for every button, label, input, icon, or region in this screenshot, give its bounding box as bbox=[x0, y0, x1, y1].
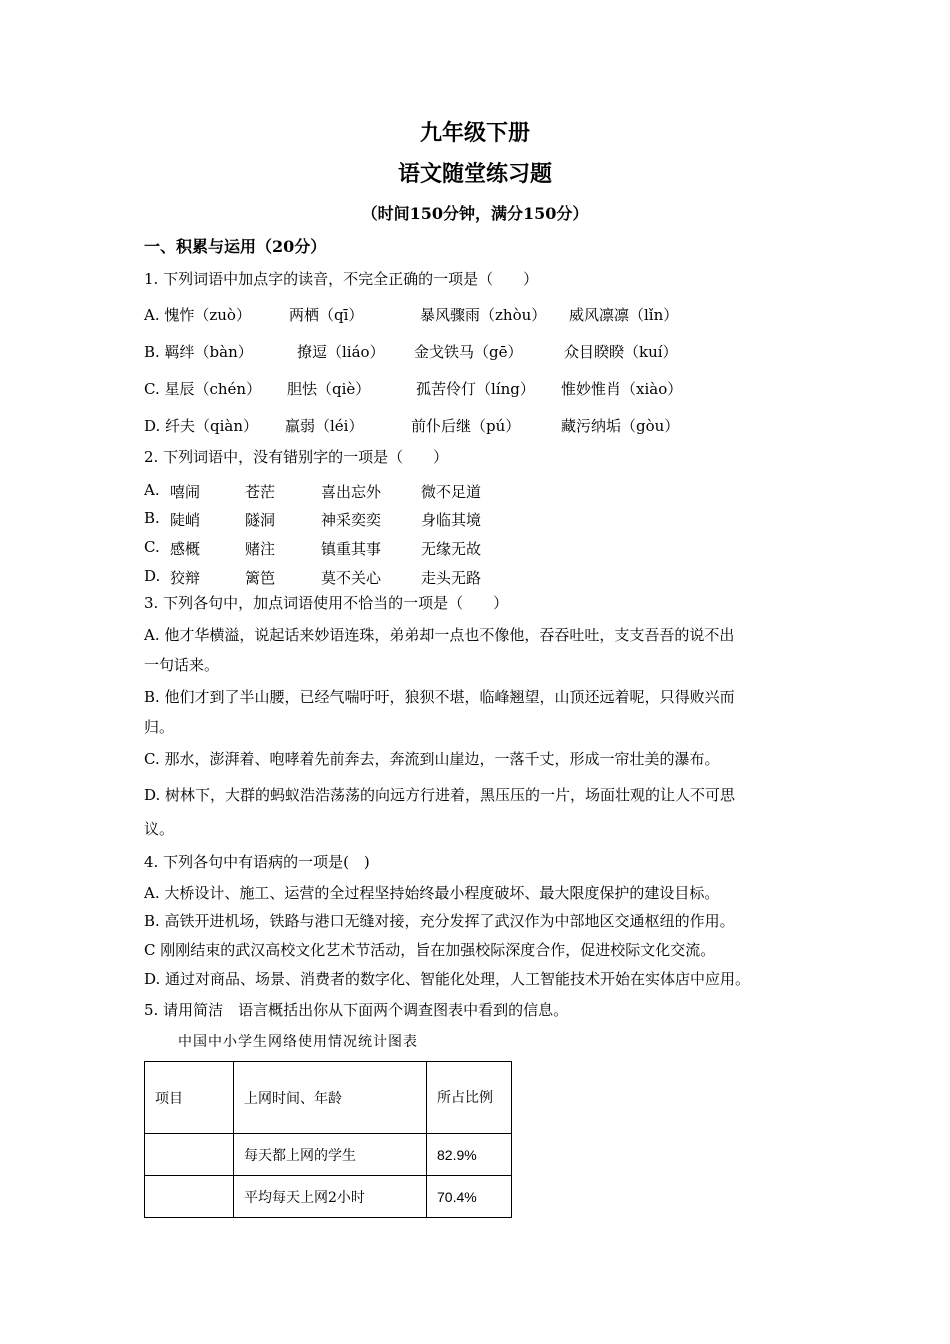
table-cell: 70.4% bbox=[427, 1176, 512, 1218]
q1-option-d-1: D. 纤夫（qiàn） bbox=[144, 417, 259, 435]
q2-a-1: 嘻闹 bbox=[170, 483, 201, 501]
q2-d-3: 莫不关心 bbox=[321, 569, 382, 587]
q3-option-a-line2: 一句话来。 bbox=[144, 656, 220, 674]
exam-info: （时间150分钟，满分150分） bbox=[361, 204, 589, 223]
q2-c-2: 赌注 bbox=[245, 540, 276, 558]
q2-a-label: A. bbox=[144, 481, 160, 499]
table-caption: 中国中小学生网络使用情况统计图表 bbox=[178, 1034, 418, 1050]
q2-c-3: 镇重其事 bbox=[321, 540, 382, 558]
q1-option-b-4: 众目睽睽（kuí） bbox=[564, 343, 678, 361]
q1-option-a-4: 威风凛凛（lǐn） bbox=[569, 306, 679, 324]
q2-b-label: B. bbox=[144, 509, 160, 527]
q1-option-d-2: 羸弱（léi） bbox=[285, 417, 364, 435]
table-header-row bbox=[145, 1062, 512, 1134]
question-2-stem: 2. 下列词语中，没有错别字的一项是（ ） bbox=[144, 448, 449, 466]
q2-a-3: 喜出忘外 bbox=[321, 483, 382, 501]
q3-option-b-line2: 归。 bbox=[144, 718, 175, 736]
q2-b-3: 神采奕奕 bbox=[321, 511, 382, 529]
q2-c-1: 感概 bbox=[170, 540, 201, 558]
page-subtitle: 语文随堂练习题 bbox=[397, 161, 552, 187]
q3-option-d-line1: D. 树林下，大群的蚂蚁浩浩荡荡的向远方行进着，黑压压的一片，场面壮观的让人不可思 bbox=[144, 786, 736, 804]
q1-option-b-3: 金戈铁马（gē） bbox=[414, 343, 523, 361]
q3-option-b-line1: B. 他们才到了半山腰，已经气喘吁吁，狼狈不堪，临峰翘望，山顶还远着呢，只得败兴而 bbox=[144, 688, 735, 706]
q2-b-1: 陡峭 bbox=[170, 511, 201, 529]
q1-option-a-1: A. 愧怍（zuò） bbox=[144, 306, 251, 324]
q1-option-b-2: 撩逗（liáo） bbox=[297, 343, 385, 361]
q4-option-a: A. 大桥设计、施工、运营的全过程坚持始终最小程度破坏、最大限度保护的建设目标。 bbox=[144, 884, 720, 902]
q1-option-d-3: 前仆后继（pú） bbox=[411, 417, 521, 435]
q2-c-4: 无缘无故 bbox=[421, 540, 482, 558]
q2-d-4: 走头无路 bbox=[421, 569, 482, 587]
q4-option-c: C 刚刚结束的武汉高校文化艺术节活动，旨在加强校际深度合作，促进校际文化交流。 bbox=[144, 941, 716, 959]
question-4-stem: 4. 下列各句中有语病的一项是( ) bbox=[144, 853, 370, 871]
table-cell bbox=[145, 1134, 234, 1176]
question-5-stem: 5. 请用简洁 语言概括出你从下面两个调查图表中看到的信息。 bbox=[144, 1001, 569, 1019]
question-3-stem: 3. 下列各句中，加点词语使用不恰当的一项是（ ） bbox=[144, 594, 509, 612]
question-1-stem: 1. 下列词语中加点字的读音，不完全正确的一项是（ ） bbox=[144, 270, 539, 288]
q2-d-2: 篱笆 bbox=[245, 569, 276, 587]
section-heading: 一、积累与运用（20分） bbox=[144, 237, 327, 256]
q4-option-d: D. 通过对商品、场景、消费者的数字化、智能化处理，人工智能技术开始在实体店中应用。 bbox=[144, 970, 751, 988]
q1-option-a-3: 暴风骤雨（zhòu） bbox=[420, 306, 547, 324]
q1-option-c-4: 惟妙惟肖（xiào） bbox=[561, 380, 683, 398]
q2-a-2: 苍茫 bbox=[245, 483, 276, 501]
q1-option-b-1: B. 羁绊（bàn） bbox=[144, 343, 253, 361]
table-cell: 每天都上网的学生 bbox=[234, 1134, 427, 1176]
q2-b-4: 身临其境 bbox=[421, 511, 482, 529]
q1-option-c-3: 孤苦伶仃（líng） bbox=[416, 380, 535, 398]
table-row bbox=[145, 1134, 512, 1176]
q1-option-a-2: 两栖（qī） bbox=[289, 306, 364, 324]
table-header-cell: 上网时间、年龄 bbox=[234, 1062, 427, 1134]
table-cell bbox=[145, 1176, 234, 1218]
q2-a-4: 微不足道 bbox=[421, 483, 482, 501]
q3-option-c: C. 那水，澎湃着、咆哮着先前奔去，奔流到山崖边，一落千丈，形成一帘壮美的瀑布。 bbox=[144, 750, 720, 768]
q1-option-d-4: 藏污纳垢（gòu） bbox=[561, 417, 680, 435]
table-header-cell: 所占比例 bbox=[427, 1062, 512, 1134]
table-cell: 82.9% bbox=[427, 1134, 512, 1176]
q2-d-label: D. bbox=[144, 567, 161, 585]
q4-option-b: B. 高铁开进机场，铁路与港口无缝对接，充分发挥了武汉作为中部地区交通枢纽的作用。 bbox=[144, 912, 735, 930]
page-title: 九年级下册 bbox=[419, 120, 530, 146]
table-header-cell: 项目 bbox=[145, 1062, 234, 1134]
table-cell: 平均每天上网2小时 bbox=[234, 1176, 427, 1218]
q1-option-c-2: 胆怯（qiè） bbox=[287, 380, 371, 398]
q2-b-2: 隧洞 bbox=[245, 511, 276, 529]
q1-option-c-1: C. 星辰（chén） bbox=[144, 380, 262, 398]
q2-d-1: 狡辩 bbox=[170, 569, 201, 587]
q3-option-d-line2: 议。 bbox=[144, 820, 175, 838]
statistics-table bbox=[144, 1061, 512, 1218]
q3-option-a-line1: A. 他才华横溢，说起话来妙语连珠，弟弟却一点也不像他，吞吞吐吐，支支吾吾的说不出 bbox=[144, 626, 735, 644]
table-row bbox=[145, 1176, 512, 1218]
q2-c-label: C. bbox=[144, 538, 160, 556]
